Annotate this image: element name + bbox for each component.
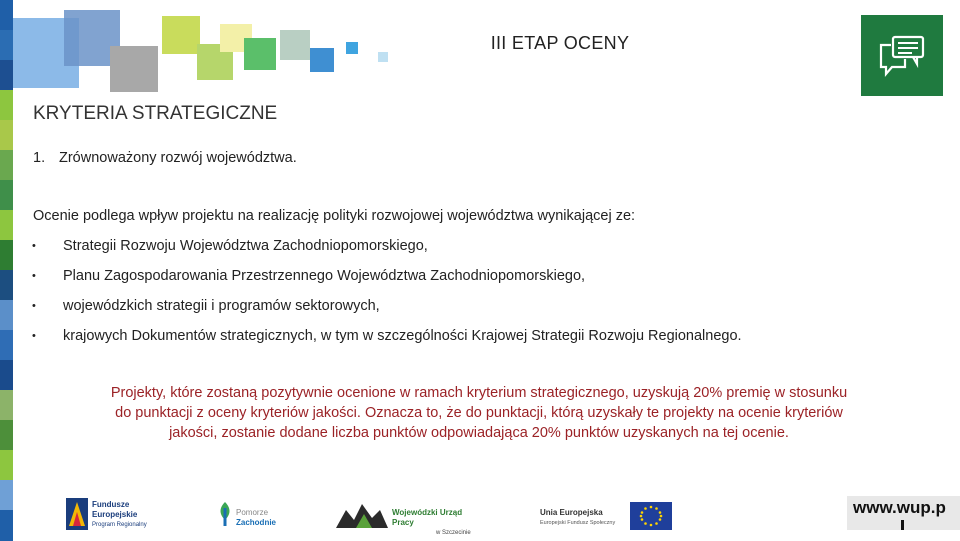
stripe-segment (0, 120, 13, 151)
bullet-item: • Strategii Rozwoju Województwa Zachodniopomorskiego, (32, 238, 428, 254)
stripe-segment (0, 210, 13, 241)
bullet-list (30, 236, 742, 356)
stripe-segment (0, 450, 13, 481)
deco-square (162, 16, 200, 54)
wup-logo-icon (336, 500, 388, 530)
unia-europejska-logo: Unia Europejska Europejski Fundusz Społeczny (540, 502, 680, 532)
stripe-segment (0, 270, 13, 301)
stripe-segment (0, 0, 13, 31)
stripe-segment (0, 300, 13, 331)
bullet-dot-icon: • (32, 330, 36, 342)
chat-bubbles-icon (861, 15, 943, 96)
text-cursor-icon (901, 520, 904, 530)
stripe-segment (0, 240, 13, 271)
wup-logo: Wojewódzki Urząd Pracy w Szczecinie (336, 500, 486, 532)
stripe-segment (0, 360, 13, 391)
intro-text: Ocenie podlega wpływ projektu na realizację polityki rozwojowej województwa wynikającej ze: (33, 208, 636, 224)
chat-badge (861, 15, 943, 96)
bullet-dot-icon: • (32, 270, 36, 282)
bullet-item: • krajowych Dokumentów strategicznych, w tym w szczególności Krajowej Strategii Rozwoju Regionalnego. (32, 328, 742, 344)
stripe-segment (0, 30, 13, 61)
stripe-segment (0, 150, 13, 181)
deco-square (244, 38, 276, 70)
section-heading: KRYTERIA STRATEGICZNE (33, 103, 278, 124)
website-text[interactable]: www.wup.p (853, 498, 946, 517)
stripe-segment (0, 510, 13, 541)
deco-square (310, 48, 334, 72)
fe-logo-icon (66, 498, 88, 530)
criterion-number: 1. (33, 150, 46, 166)
note-line: do punktacji z oceny kryteriów jakości. Oznacza to, że do punktacji, którą uzyskały te projekty na ocenie kryteriów (115, 405, 843, 421)
bullet-item: • Planu Zagospodarowania Przestrzennego Województwa Zachodniopomorskiego, (32, 268, 586, 284)
bullet-dot-icon: • (32, 240, 36, 252)
bullet-dot-icon: • (32, 300, 36, 312)
deco-square (346, 42, 358, 54)
slide-title: III ETAP OCENY (490, 33, 630, 53)
note-line: jakości, zostanie dodane liczba punktów odpowiadająca 20% punktów uzyskanych na tej ocenie. (169, 425, 789, 441)
stripe-segment (0, 60, 13, 91)
deco-square (280, 30, 310, 60)
stripe-segment (0, 480, 13, 511)
pomorze-zachodnie-logo: Pomorze Zachodnie (216, 500, 286, 532)
stripe-segment (0, 330, 13, 361)
premium-note (40, 383, 918, 443)
stripe-segment (0, 420, 13, 451)
stripe-segment (0, 90, 13, 121)
bullet-item: • wojewódzkich strategii i programów sektorowych, (32, 298, 380, 314)
deco-square (378, 52, 388, 62)
eu-flag-icon (630, 502, 672, 530)
website-link[interactable] (847, 496, 960, 530)
criterion-text: Zrównoważony rozwój województwa. (59, 150, 297, 166)
fundusze-europejskie-logo: Fundusze Europejskie Program Regionalny (66, 496, 166, 532)
note-line: Projekty, które zostaną pozytywnie ocenione w ramach kryterium strategicznego, uzyskują 20% premię w stosunku (110, 385, 848, 401)
pomorze-logo-icon (216, 500, 234, 528)
stripe-segment (0, 180, 13, 211)
criterion-item (33, 150, 297, 166)
deco-square (110, 46, 158, 92)
stripe-segment (0, 390, 13, 421)
